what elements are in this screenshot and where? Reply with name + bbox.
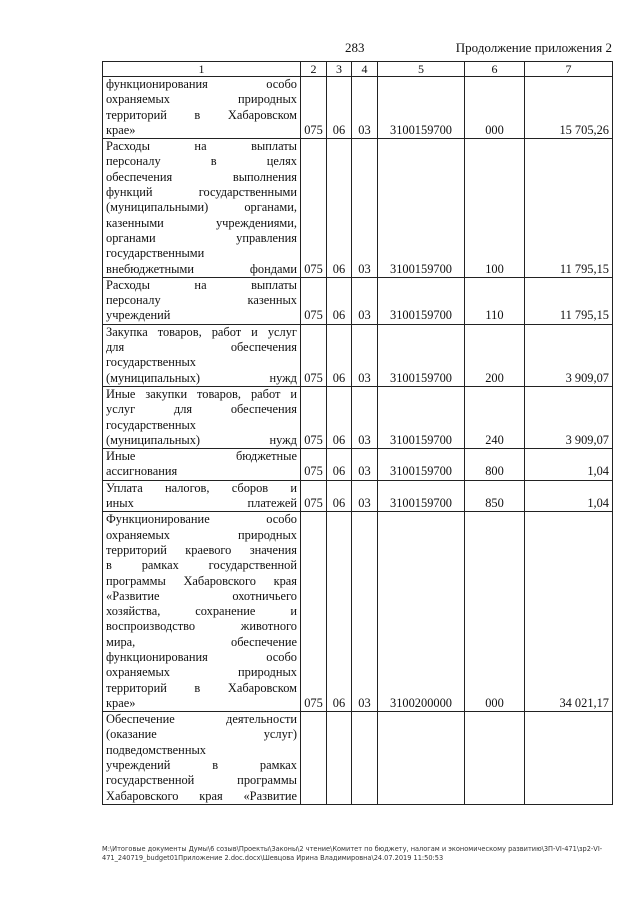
expense-type-code: 110 xyxy=(465,277,525,324)
description-line: охраняемых природных xyxy=(106,92,297,107)
description-line: (муниципальных) нужд xyxy=(106,432,297,447)
table-row xyxy=(103,449,613,481)
section-code: 06 xyxy=(327,449,352,481)
description-line: воспроизводство животного xyxy=(106,619,297,634)
description-line: государственных xyxy=(106,417,197,432)
section-code: 06 xyxy=(327,77,352,139)
section-code xyxy=(327,712,352,805)
amount: 11 795,15 xyxy=(525,277,613,324)
ministry-code: 075 xyxy=(301,324,327,386)
subsection-code: 03 xyxy=(352,449,378,481)
description-line: Расходы на выплаты xyxy=(106,277,297,292)
target-article-code: 3100200000 xyxy=(378,512,465,712)
expense-description xyxy=(103,480,301,512)
ministry-code: 075 xyxy=(301,480,327,512)
document-file-path-footer: М:\Итоговые документы Думы\6 созыв\Проекты\Законы\2 чтение\Комитет по бюджету, налогам и экономическому развитию\3П-VI-471\зр2-VI-471_240719_budget01Приложение 2.doc.docx\Шевцова Ирина Владимировна\24.07.2019 11:50:53 xyxy=(102,845,603,862)
expense-description xyxy=(103,712,301,805)
ministry-code: 075 xyxy=(301,449,327,481)
description-line: Иные закупки товаров, работ и xyxy=(106,386,297,401)
description-line: территорий краевого значения xyxy=(106,542,297,557)
column-header: 5 xyxy=(378,62,465,77)
page-number: 283 xyxy=(345,40,365,55)
description-line: обеспечения выполнения xyxy=(106,169,297,184)
description-line: государственных xyxy=(106,355,197,370)
description-line: Расходы на выплаты xyxy=(106,139,297,154)
description-line: функционирования особо xyxy=(106,649,297,664)
description-line: (муниципальными) органами, xyxy=(106,200,297,215)
target-article-code: 3100159700 xyxy=(378,480,465,512)
target-article-code: 3100159700 xyxy=(378,449,465,481)
description-line: подведомственных xyxy=(106,742,206,757)
description-line: внебюджетными фондами xyxy=(106,261,297,276)
description-line: (муниципальных) нужд xyxy=(106,370,297,385)
ministry-code: 075 xyxy=(301,139,327,278)
description-line: крае» xyxy=(106,695,136,710)
subsection-code: 03 xyxy=(352,277,378,324)
table-row xyxy=(103,324,613,386)
expense-type-code: 100 xyxy=(465,139,525,278)
table-row xyxy=(103,77,613,139)
description-line: Хабаровского края «Развитие xyxy=(106,788,297,803)
subsection-code: 03 xyxy=(352,386,378,448)
appendix-continuation-title: Продолжение приложения 2 xyxy=(455,40,612,55)
expense-description xyxy=(103,512,301,712)
description-line: охраняемых природных xyxy=(106,527,297,542)
description-line: Уплата налогов, сборов и xyxy=(106,480,297,495)
column-header: 7 xyxy=(525,62,613,77)
expense-type-code: 000 xyxy=(465,77,525,139)
table-row xyxy=(103,512,613,712)
amount: 3 909,07 xyxy=(525,386,613,448)
expense-description xyxy=(103,449,301,481)
table-header-row xyxy=(103,62,613,77)
subsection-code: 03 xyxy=(352,324,378,386)
description-line: территорий в Хабаровском xyxy=(106,680,297,695)
table-row xyxy=(103,480,613,512)
description-line: для обеспечения xyxy=(106,340,297,355)
expense-description xyxy=(103,277,301,324)
subsection-code xyxy=(352,712,378,805)
description-line: персоналу казенных xyxy=(106,293,297,308)
ministry-code: 075 xyxy=(301,277,327,324)
expense-type-code: 240 xyxy=(465,386,525,448)
amount: 11 795,15 xyxy=(525,139,613,278)
ministry-code: 075 xyxy=(301,77,327,139)
expense-type-code: 000 xyxy=(465,512,525,712)
description-line: функций государственными xyxy=(106,185,297,200)
column-header: 1 xyxy=(103,62,301,77)
expense-type-code: 200 xyxy=(465,324,525,386)
subsection-code: 03 xyxy=(352,480,378,512)
column-header: 3 xyxy=(327,62,352,77)
expense-description xyxy=(103,77,301,139)
expense-type-code xyxy=(465,712,525,805)
ministry-code: 075 xyxy=(301,386,327,448)
expense-description xyxy=(103,139,301,278)
table-row xyxy=(103,386,613,448)
target-article-code: 3100159700 xyxy=(378,324,465,386)
description-line: программы Хабаровского края xyxy=(106,573,297,588)
amount: 1,04 xyxy=(525,449,613,481)
expense-description xyxy=(103,324,301,386)
table-row xyxy=(103,139,613,278)
description-line: учреждений в рамках xyxy=(106,758,297,773)
description-line: иных платежей xyxy=(106,496,297,511)
expense-type-code: 850 xyxy=(465,480,525,512)
description-line: Обеспечение деятельности xyxy=(106,712,297,727)
ministry-code xyxy=(301,712,327,805)
description-line: Функционирование особо xyxy=(106,512,297,527)
target-article-code xyxy=(378,712,465,805)
column-header: 4 xyxy=(352,62,378,77)
description-line: «Развитие охотничьего xyxy=(106,588,297,603)
description-line: услуг для обеспечения xyxy=(106,402,297,417)
description-line: органами управления xyxy=(106,230,297,245)
description-line: хозяйства, сохранение и xyxy=(106,604,297,619)
section-code: 06 xyxy=(327,512,352,712)
description-line: в рамках государственной xyxy=(106,558,297,573)
subsection-code: 03 xyxy=(352,77,378,139)
section-code: 06 xyxy=(327,386,352,448)
description-line: мира, обеспечение xyxy=(106,634,297,649)
section-code: 06 xyxy=(327,324,352,386)
target-article-code: 3100159700 xyxy=(378,386,465,448)
expense-description xyxy=(103,386,301,448)
column-header: 6 xyxy=(465,62,525,77)
description-line: Иные бюджетные xyxy=(106,449,297,464)
amount: 15 705,26 xyxy=(525,77,613,139)
ministry-code: 075 xyxy=(301,512,327,712)
description-line: Закупка товаров, работ и услуг xyxy=(106,324,297,339)
section-code: 06 xyxy=(327,139,352,278)
section-code: 06 xyxy=(327,480,352,512)
target-article-code: 3100159700 xyxy=(378,277,465,324)
target-article-code: 3100159700 xyxy=(378,139,465,278)
description-line: государственными xyxy=(106,246,205,261)
amount: 34 021,17 xyxy=(525,512,613,712)
amount: 1,04 xyxy=(525,480,613,512)
description-line: учреждений xyxy=(106,308,171,323)
description-line: ассигнования xyxy=(106,464,178,479)
amount xyxy=(525,712,613,805)
description-line: персоналу в целях xyxy=(106,154,297,169)
description-line: государственной программы xyxy=(106,773,297,788)
description-line: крае» xyxy=(106,122,136,137)
budget-table xyxy=(102,61,613,805)
amount: 3 909,07 xyxy=(525,324,613,386)
subsection-code: 03 xyxy=(352,512,378,712)
subsection-code: 03 xyxy=(352,139,378,278)
description-line: функционирования особо xyxy=(106,77,297,91)
table-row xyxy=(103,277,613,324)
column-header: 2 xyxy=(301,62,327,77)
description-line: (оказание услуг) xyxy=(106,727,297,742)
description-line: казенными учреждениями, xyxy=(106,215,297,230)
section-code: 06 xyxy=(327,277,352,324)
table-body xyxy=(103,77,613,805)
description-line: территорий в Хабаровском xyxy=(106,107,297,122)
table-row xyxy=(103,712,613,805)
expense-type-code: 800 xyxy=(465,449,525,481)
target-article-code: 3100159700 xyxy=(378,77,465,139)
description-line: охраняемых природных xyxy=(106,665,297,680)
